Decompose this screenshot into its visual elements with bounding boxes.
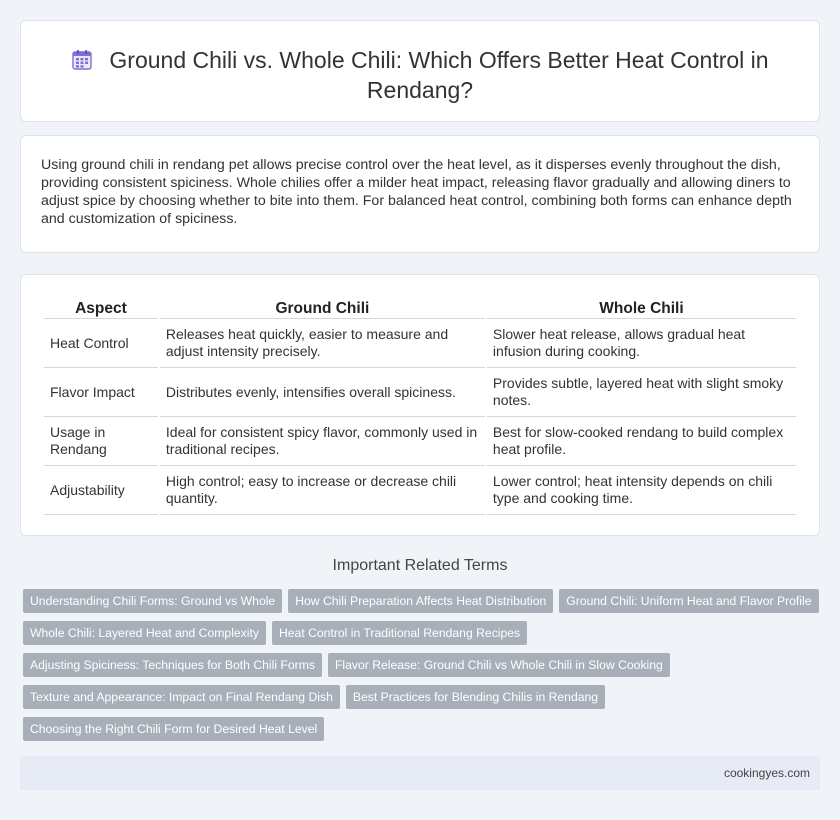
table-header-row	[44, 297, 796, 319]
page-title-wrap	[61, 45, 779, 105]
table-cell-ground: High control; easy to increase or decrease chili quantity.	[160, 466, 485, 515]
column-header: Whole Chili	[487, 297, 796, 319]
table-cell-whole: Best for slow-cooked rendang to build complex heat profile.	[487, 417, 796, 466]
table-row	[44, 319, 796, 368]
footer	[20, 756, 820, 790]
related-term-link[interactable]: How Chili Preparation Affects Heat Distribution	[288, 589, 553, 613]
column-header: Aspect	[44, 297, 158, 319]
table-cell-ground: Releases heat quickly, easier to measure and adjust intensity precisely.	[160, 319, 485, 368]
page-title: Ground Chili vs. Whole Chili: Which Offers Better Heat Control in Rendang?	[109, 47, 769, 103]
related-term-link[interactable]: Understanding Chili Forms: Ground vs Whole	[23, 589, 282, 613]
table-cell-aspect: Heat Control	[44, 319, 158, 368]
related-terms-title: Important Related Terms	[332, 557, 508, 574]
related-term-link[interactable]: Texture and Appearance: Impact on Final Rendang Dish	[23, 685, 340, 709]
table-cell-whole: Provides subtle, layered heat with slight smoky notes.	[487, 368, 796, 417]
table-row	[44, 466, 796, 515]
table-cell-aspect: Flavor Impact	[44, 368, 158, 417]
table-cell-ground: Distributes evenly, intensifies overall spiciness.	[160, 368, 485, 417]
tag-row	[23, 589, 823, 621]
tag-row	[23, 717, 823, 749]
table-cell-whole: Lower control; heat intensity depends on chili type and cooking time.	[487, 466, 796, 515]
related-term-link[interactable]: Best Practices for Blending Chilis in Rendang	[346, 685, 605, 709]
tag-row	[23, 653, 823, 685]
related-term-link[interactable]: Flavor Release: Ground Chili vs Whole Chili in Slow Cooking	[328, 653, 670, 677]
related-term-link[interactable]: Whole Chili: Layered Heat and Complexity	[23, 621, 266, 645]
table-row	[44, 417, 796, 466]
column-header: Ground Chili	[160, 297, 485, 319]
footer-site-name: cookingyes.com	[723, 766, 810, 780]
tag-row	[23, 621, 823, 653]
related-term-link[interactable]: Heat Control in Traditional Rendang Recipes	[272, 621, 527, 645]
table-cell-aspect: Usage in Rendang	[44, 417, 158, 466]
related-term-link[interactable]: Choosing the Right Chili Form for Desired Heat Level	[23, 717, 324, 741]
table-cell-whole: Slower heat release, allows gradual heat infusion during cooking.	[487, 319, 796, 368]
table-cell-ground: Ideal for consistent spicy flavor, commonly used in traditional recipes.	[160, 417, 485, 466]
calendar-grid-icon	[71, 49, 93, 71]
table-row	[44, 368, 796, 417]
intro-paragraph: Using ground chili in rendang pet allows precise control over the heat level, as it disperses evenly throughout the dish, providing consistent spiciness. Whole chilies offer a milder heat impact, releasing flavor gradually and allowing diners to adjust spice by choosing whether to bite into them. For balanced heat control, combining both forms can enhance depth and customization of spiciness.	[41, 157, 792, 227]
comparison-table-card	[20, 274, 820, 536]
related-term-link[interactable]: Adjusting Spiciness: Techniques for Both Chili Forms	[23, 653, 322, 677]
tag-row	[23, 685, 823, 717]
comparison-table	[42, 297, 798, 515]
related-terms-list	[23, 589, 823, 749]
related-term-link[interactable]: Ground Chili: Uniform Heat and Flavor Profile	[559, 589, 818, 613]
intro-card	[20, 135, 820, 253]
table-cell-aspect: Adjustability	[44, 466, 158, 515]
title-card	[20, 20, 820, 122]
